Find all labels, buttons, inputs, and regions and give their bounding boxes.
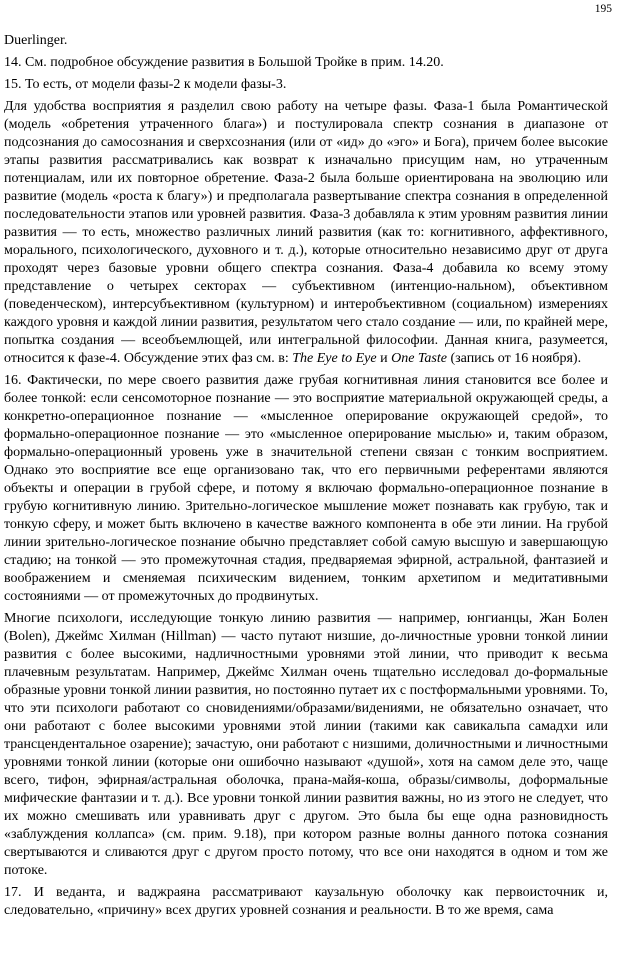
subtle-line-paragraph: Многие психологи, исследующие тонкую линию развития — например, юнгианцы, Жан Болен (Bolen), Джеймс Хилман (Hillman) — часто путают низшие, до-личностные уровни тонкой линии развития с более высокими, надличностными уровнями этой линии, что приводит к весьма плачевным результатам. Например, Джеймс Хилман очень тщательно исследовал до-формальные образные уровни тонкой линии развития, но постоянно путает их с постформальными уровнями. То, что эти психологи работают со сновидениями/образами/видениями, не обязательно означает, что они работают с более высокими уровнями этой линии (такими как савикальпа самадхи или трансцендентальное озарение); зачастую, они работают с низшими, доличностными и личностными уровнями тонкой линии (которые они ошибочно называют «душой», хотя на самом деле это, чаще всего, тифон, эфирная/астральная оболочка, прана-майя-коша, образы/символы, доформальные мифические фантазии и т. д.). Все уровни тонкой линии развития важны, но из этого не следует, что их можно смешивать или уравнивать друг с другом. Это была бы еще одна разновидность «заблуждения коллапса» (см. прим. 9.18), при котором разные волны данного потока сознания свертываются и сливаются друг с другом просто потому, что все они находятся в одном и том же потоке. <box>4 611 608 878</box>
conjunction: и <box>376 351 392 366</box>
phases-paragraph <box>4 98 608 368</box>
phases-tail: (запись от 16 ноября). <box>446 351 582 366</box>
book-title-one-taste: One Taste <box>391 351 447 366</box>
note-15: 15. То есть, от модели фазы-2 к модели фазы-3. <box>4 77 287 92</box>
page-number: 195 <box>594 3 612 15</box>
note-16: 16. Фактически, по мере своего развития даже грубая когнитивная линия становится все более и более тонкой: если сенсомоторное познание — это восприятие материальной окружающей среды, а конкретно-операционное познание — «мысленное оперирование окружающей средой», то формально-операционное познание — это «мысленное оперирование мыслью» и, таким образом, формально-операционный уровень уже в значительной степени связан с тонким восприятием. Однако это восприятие все еще организовано так, что его первичными референтами являются объекты и операции в грубой сфере, и потому я включаю формально-операционное познание в грубую когнитивную линию. Зрительно-логическое мышление может познавать как грубую, так и тонкую сферу, и может быть включено в качестве важного компонента в обе эти линии. На грубой линии зрительно-логическое познание обычно представляет собой самую высшую и завершающую стадию; на тонкой — это промежуточная стадия, предваряемая эфирной, астральной, фантазией и воображением и сменяемая психическим видением, тонким архетипом и медитативными состояниями — от промежуточных до продвинутых. <box>4 373 608 604</box>
note-17: 17. И веданта, и ваджраяна рассматривают каузальную оболочку как первоисточник и, следовательно, «причину» всех других уровней сознания и реальности. В то же время, сама <box>4 885 608 918</box>
note-14: 14. См. подробное обсуждение развития в Большой Тройке в прим. 14.20. <box>4 55 444 70</box>
book-title-eye-to-eye: The Eye to Eye <box>292 351 377 366</box>
note-continuation: Duerlinger. <box>4 33 68 48</box>
phases-text: Для удобства восприятия я разделил свою работу на четыре фазы. Фаза-1 была Романтической (модель «обретения утраченного блага») и постулировала спектр сознания в диапазоне от подсознания до самосознания и сверхсознания (или от «ид» до «эго» и Бога), причем более высокие этапы развития рассматривались как возврат к изначально присущим нам, но утраченным потенциалам, или их повторное обретение. Фаза-2 была больше ориентирована на эволюцию или развитие (модель «роста к благу») и предполагала развертывание спектра сознания в определенной последовательности этапов или уровней развития. Фаза-3 добавляла к этим уровням развития линии развития — то есть, множество различных линий развития (как то: когнитивного, аффективного, морального, психологического, духовного и т. д.), которые относительно независимо друг от друга проходят через базовые уровни общего спектра сознания. Фаза-4 добавила ко всему этому представление о четырех секторах — субъективном (интенцио-нальном), объективном (поведенческом), интерсубъективном (культурном) и интеробъективном (социальном) измерениях каждого уровня и каждой линии развития, результатом чего стало создание — или, по крайней мере, попытка создания — всеобъемлющей, или интегральной философии. Данная книга, разумеется, относится к фазе-4. Обсуждение этих фаз см. в: <box>4 99 608 366</box>
page-content <box>4 0 608 920</box>
